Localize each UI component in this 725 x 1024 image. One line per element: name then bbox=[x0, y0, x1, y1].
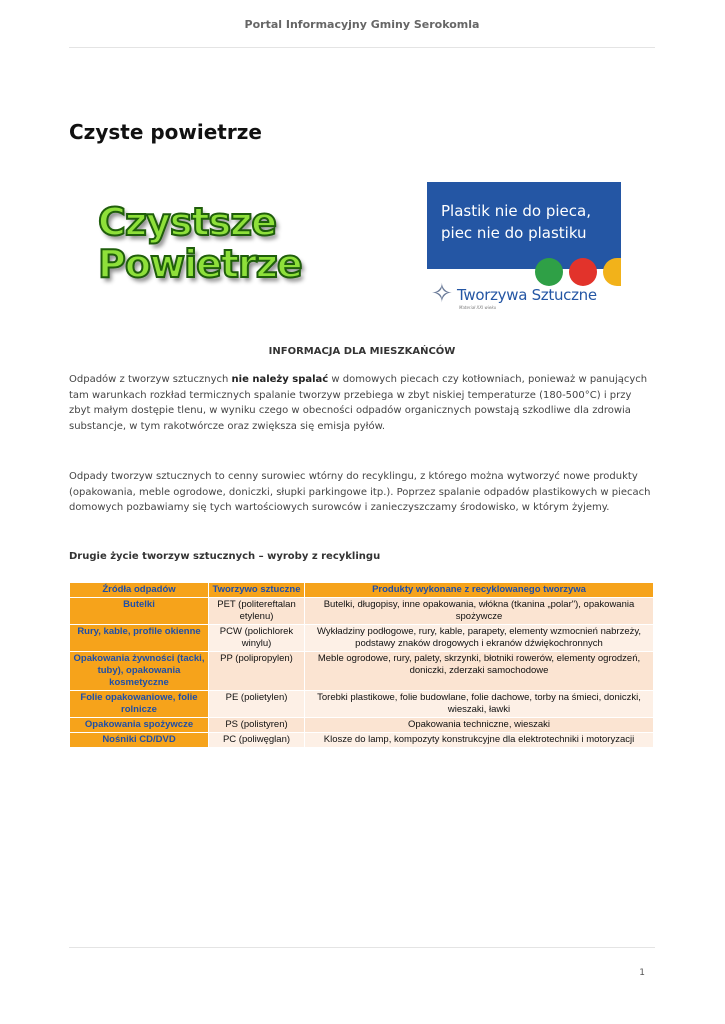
banner-slogan bbox=[441, 200, 621, 244]
table-row bbox=[70, 691, 653, 717]
info-heading: INFORMACJA DLA MIESZKAŃCÓW bbox=[268, 346, 456, 357]
source-cell: Rury, kable, profile okienne bbox=[70, 625, 208, 651]
products-cell: Opakowania techniczne, wieszaki bbox=[305, 718, 653, 732]
table-header-cell: Produkty wykonane z recyklowanego tworzywa bbox=[305, 583, 653, 597]
table-row bbox=[70, 598, 653, 624]
products-cell: Butelki, długopisy, inne opakowania, włókna (tkanina „polar"), opakowania spożywcze bbox=[305, 598, 653, 624]
footer-divider bbox=[69, 947, 655, 948]
czystsze-powietrze-image bbox=[88, 190, 318, 308]
source-cell: Opakowania żywności (tacki, tuby), opakowania kosmetyczne bbox=[70, 652, 208, 690]
material-cell: PCW (polichlorek winylu) bbox=[209, 625, 304, 651]
products-cell: Meble ogrodowe, rury, palety, skrzynki, błotniki rowerów, elementy ogrodzeń, doniczki, zderzaki samochodowe bbox=[305, 652, 653, 690]
slogan-line2: piec nie do plastiku bbox=[441, 224, 587, 242]
green-dot bbox=[535, 258, 563, 286]
table-header-cell: Tworzywo sztuczne bbox=[209, 583, 304, 597]
paragraph-recycling-value: Odpady tworzyw sztucznych to cenny surowiec wtórny do recyklingu, z którego można wytworzyć nowe produkty (opakowania, meble ogrodowe, doniczki, słupki parkingowe itp.). Poprzez spalanie odpadów plastikowych w piecach domowych pozbawiamy się tych wartościowych surowców i zanieczyszczamy środowisko, w którym żyjemy. bbox=[69, 471, 651, 514]
image-text-line2: Powietrze bbox=[98, 242, 302, 286]
table-row bbox=[70, 733, 653, 747]
material-cell: PC (poliwęglan) bbox=[209, 733, 304, 747]
slogan-line1: Plastik nie do pieca, bbox=[441, 202, 591, 220]
table-header-row bbox=[70, 583, 653, 597]
image-text-line1: Czystsze bbox=[98, 200, 277, 244]
material-cell: PP (polipropylen) bbox=[209, 652, 304, 690]
section-heading: Drugie życie tworzyw sztucznych – wyroby z recyklingu bbox=[69, 551, 381, 562]
source-cell: Nośniki CD/DVD bbox=[70, 733, 208, 747]
table-row bbox=[70, 625, 653, 651]
source-cell: Opakowania spożywcze bbox=[70, 718, 208, 732]
site-header bbox=[69, 0, 655, 48]
star-logo-icon: ✧ bbox=[431, 279, 453, 309]
site-name[interactable]: Portal Informacyjny Gminy Serokomla bbox=[244, 18, 480, 31]
source-cell: Butelki bbox=[70, 598, 208, 624]
paragraph-burning-warning bbox=[69, 372, 655, 434]
products-cell: Torebki plastikowe, folie budowlane, folie dachowe, torby na śmieci, doniczki, wieszaki, ławki bbox=[305, 691, 653, 717]
red-dot bbox=[569, 258, 597, 286]
yellow-dot bbox=[603, 258, 621, 286]
material-cell: PS (polistyren) bbox=[209, 718, 304, 732]
recycling-table bbox=[69, 582, 654, 748]
brand-tagline: Materiał XXI wieku bbox=[459, 305, 497, 310]
products-cell: Klosze do lamp, kompozyty konstrukcyjne dla elektrotechniki i motoryzacji bbox=[305, 733, 653, 747]
para1-text-end: w domowych piecach czy kotłowniach, ponieważ w panujących tam warunkach rozkład termicznych spalanie tworzyw przebiega w zbyt niskiej temperaturze (180-500°C) i przy zbyt małym dostępie tlenu, w wyniku czego w obecności odpadów organicznych powstają szkodliwe dla zdrowia substancje, w tym rakotwórcze oraz zwiększa się emisja pyłów. bbox=[69, 374, 648, 432]
table-row bbox=[70, 652, 653, 690]
page-number: 1 bbox=[639, 968, 645, 978]
material-cell: PET (politereftalan etylenu) bbox=[209, 598, 304, 624]
table-row bbox=[70, 718, 653, 732]
para1-text-start: Odpadów z tworzyw sztucznych bbox=[69, 374, 232, 385]
table-header-cell: Źródła odpadów bbox=[70, 583, 208, 597]
material-cell: PE (polietylen) bbox=[209, 691, 304, 717]
page-title: Czyste powietrze bbox=[69, 120, 262, 144]
brand-name: Tworzywa Sztuczne bbox=[457, 286, 597, 304]
products-cell: Wykładziny podłogowe, rury, kable, parapety, elementy wzmocnień nabrzeży, podstawy znaków drogowych i ekranów dźwiękochronnych bbox=[305, 625, 653, 651]
plastik-nie-do-pieca-image bbox=[427, 182, 621, 318]
para1-bold-text: nie należy spalać bbox=[231, 374, 329, 385]
source-cell: Folie opakowaniowe, folie rolnicze bbox=[70, 691, 208, 717]
